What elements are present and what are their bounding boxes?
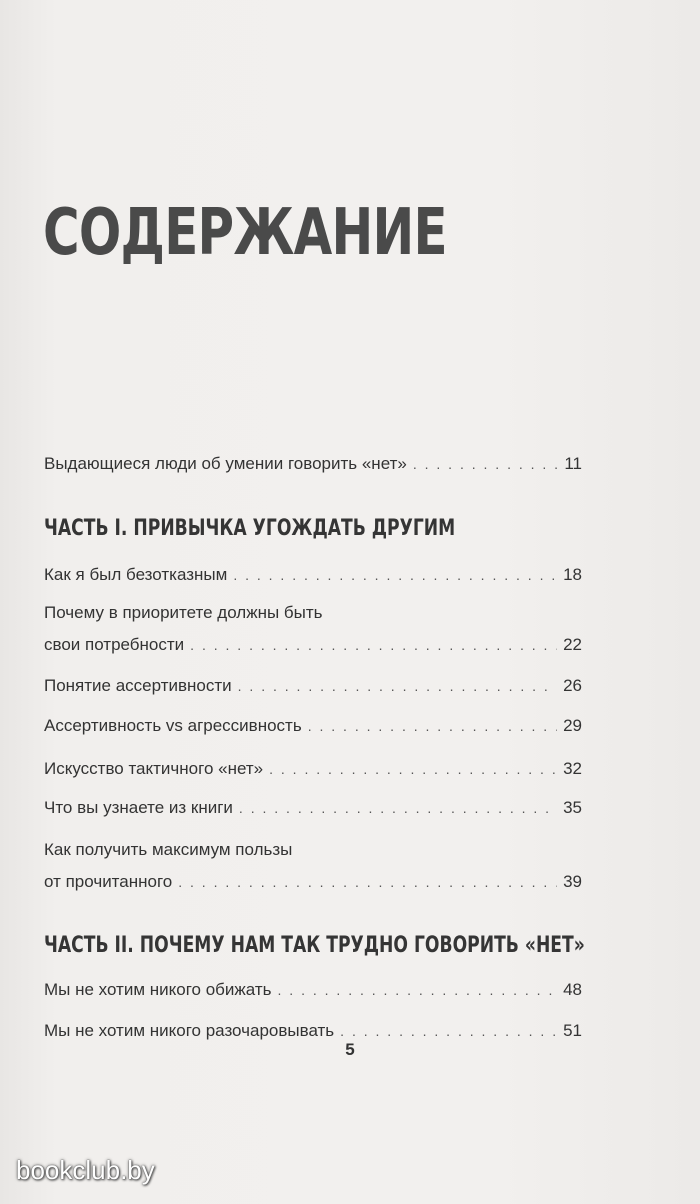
toc-entry-page: 22 — [563, 635, 582, 654]
toc-entry — [44, 714, 582, 738]
toc-entry — [44, 674, 582, 698]
toc-entry-title: Как я был безотказным — [44, 565, 228, 584]
dot-leader — [238, 674, 557, 698]
toc-entry-title: Искусство тактичного «нет» — [44, 759, 264, 778]
page-title: СОДЕРЖАНИЕ — [43, 196, 447, 270]
part-heading-2: ЧАСТЬ II. ПОЧЕМУ НАМ ТАК ТРУДНО ГОВОРИТЬ «НЕТ» — [44, 933, 585, 958]
toc-entry-page: 26 — [563, 676, 582, 695]
dot-leader — [239, 796, 557, 820]
toc-entry-page: 51 — [563, 1021, 582, 1040]
page-number: 5 — [345, 1040, 355, 1059]
dot-leader — [233, 563, 557, 587]
toc-entry — [44, 757, 582, 781]
toc-entry — [44, 601, 582, 657]
toc-entry-page: 35 — [563, 798, 582, 817]
toc-entry-title: от прочитанного — [44, 872, 173, 891]
part-heading-1: ЧАСТЬ I. ПРИВЫЧКА УГОЖДАТЬ ДРУГИМ — [44, 516, 456, 541]
toc-entry-title: Мы не хотим никого разочаровывать — [44, 1021, 335, 1040]
toc-entry — [44, 978, 582, 1002]
watermark: bookclub.by — [16, 1155, 155, 1185]
toc-entry — [44, 796, 582, 820]
toc-entry-title-line1: Почему в приоритете должны быть — [44, 603, 323, 622]
dot-leader — [178, 870, 557, 894]
toc-entry — [44, 563, 582, 587]
toc-entry-title: Понятие ассертивности — [44, 676, 232, 695]
toc-entry-title: свои потребности — [44, 635, 185, 654]
toc-entry-title-line1: Как получить максимум пользы — [44, 840, 293, 859]
toc-entry-title: Мы не хотим никого обижать — [44, 980, 272, 999]
toc-entry-page: 11 — [564, 454, 582, 473]
toc-entry-intro — [44, 452, 582, 476]
toc-entry-page: 18 — [563, 565, 582, 584]
toc-entry-page: 29 — [563, 716, 582, 735]
dot-leader — [190, 633, 557, 657]
toc-entry-title: Что вы узнаете из книги — [44, 798, 233, 817]
toc-entry — [44, 838, 582, 894]
dot-leader — [413, 452, 559, 476]
toc-entry-title: Ассертивность vs агрессивность — [44, 716, 302, 735]
dot-leader — [278, 978, 558, 1002]
toc-entry-page: 48 — [563, 980, 582, 999]
dot-leader — [269, 757, 557, 781]
dot-leader — [308, 714, 557, 738]
toc-entry-page: 39 — [563, 872, 582, 891]
toc-entry-page: 32 — [563, 759, 582, 778]
toc-entry-title: Выдающиеся люди об умении говорить «нет» — [44, 454, 407, 473]
